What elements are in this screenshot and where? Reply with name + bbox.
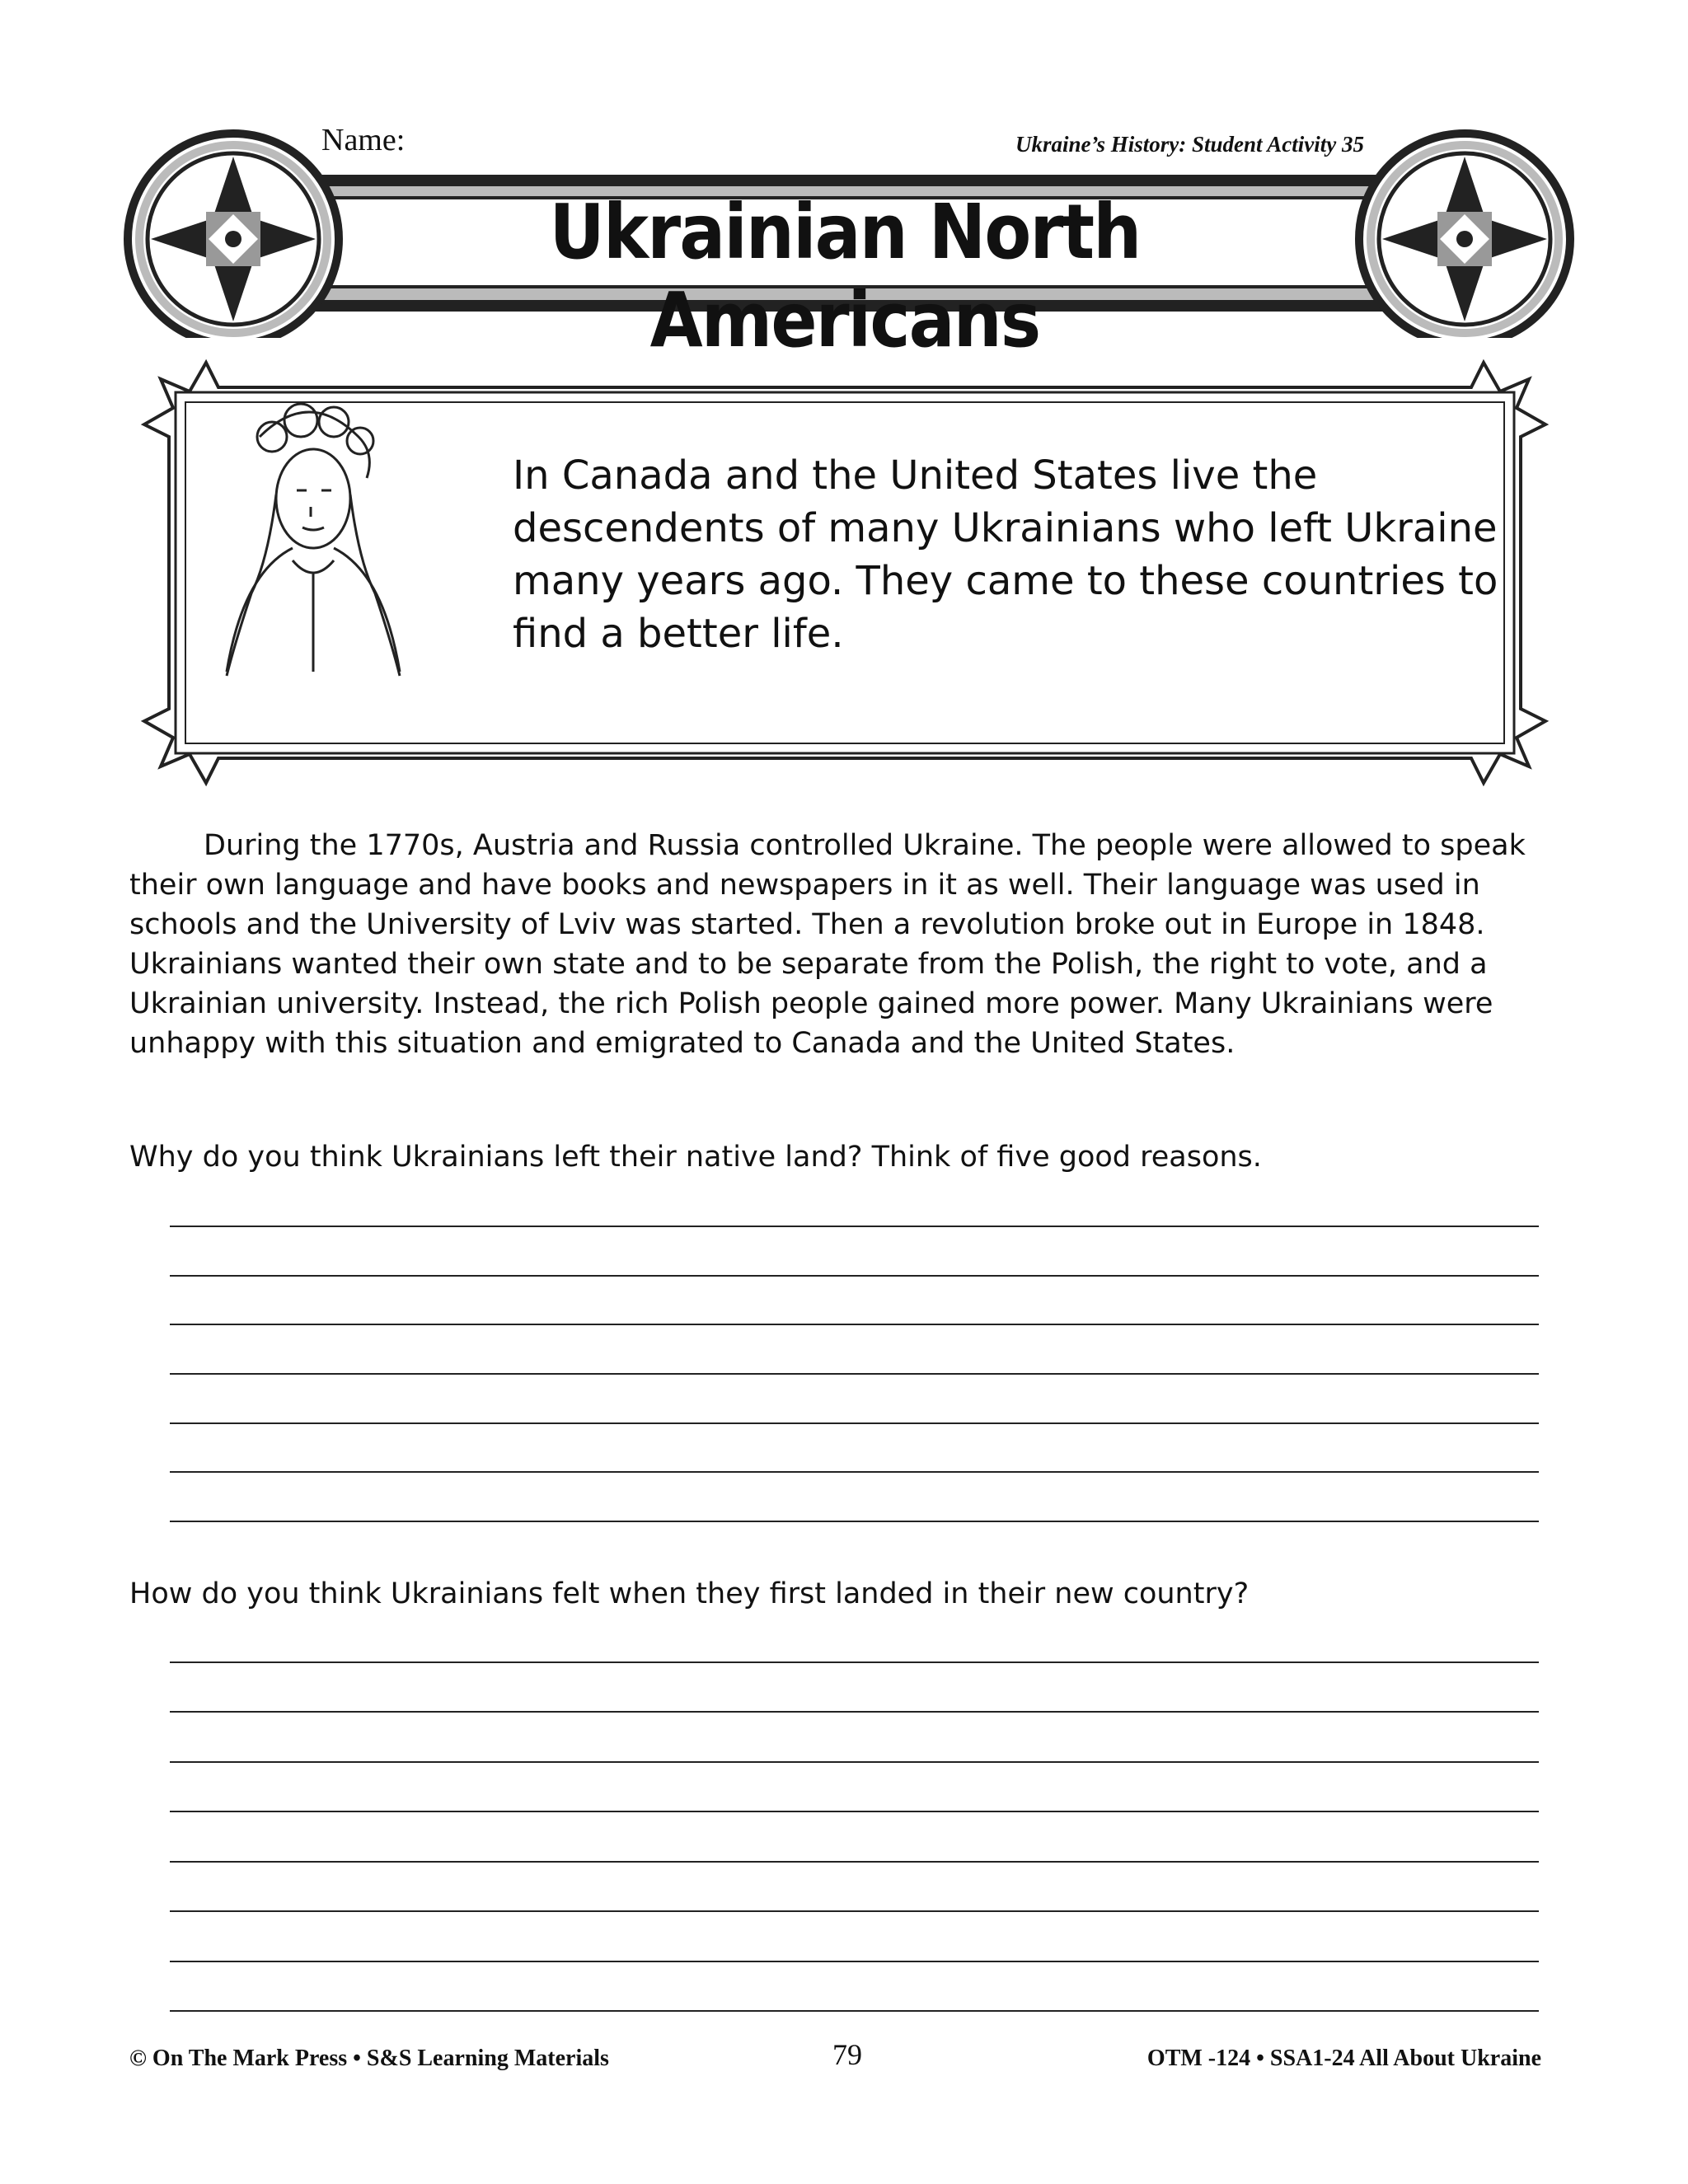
answer-line[interactable] — [170, 1521, 1539, 1522]
answer-line[interactable] — [170, 1661, 1539, 1663]
answer-line[interactable] — [170, 1961, 1539, 1962]
answer-line[interactable] — [170, 1373, 1539, 1375]
question-2: How do you think Ukrainians felt when they first landed in their new country? — [129, 1577, 1250, 1610]
answer-line[interactable] — [170, 1275, 1539, 1277]
history-paragraph — [129, 826, 1547, 1063]
page-title: Ukrainian North Americans — [549, 188, 1141, 364]
name-label: Name: — [321, 123, 406, 157]
footer-book-code: OTM -124 • SSA1-24 All About Ukraine — [1146, 2046, 1541, 2071]
answer-line[interactable] — [170, 1761, 1539, 1763]
answer-line[interactable] — [170, 1422, 1539, 1424]
series-label: Ukraine’s History: Student Activity 35 — [1015, 132, 1364, 157]
star-medallion-left-icon — [128, 134, 339, 338]
answer-line[interactable] — [170, 1910, 1539, 1912]
question-1: Why do you think Ukrainians left their native land? Think of five good reasons. — [129, 1141, 1262, 1174]
answer-line[interactable] — [170, 1324, 1539, 1325]
history-paragraph-text: During the 1770s, Austria and Russia controlled Ukraine. The people were allowed to speak their own language and have books and newspapers in it as well. Their language was used in schools and the University of Lviv was started. Then a revolution broke out in Europe in 1848. Ukrainians wanted their own state and to be separate from the Polish, the right to vote, and a Ukrainian university. Instead, the rich Polish people gained more power. Many Ukrainians were unhappy with this situation and emigrated to Canada and the United States. — [129, 829, 1526, 1060]
answer-line[interactable] — [170, 1861, 1539, 1863]
star-medallion-right-icon — [1359, 134, 1570, 338]
answer-line[interactable] — [170, 1471, 1539, 1473]
answer-line[interactable] — [170, 1226, 1539, 1227]
page-number: 79 — [832, 2038, 862, 2071]
footer-publisher: © On The Mark Press • S&S Learning Materials — [129, 2046, 609, 2071]
answer-line[interactable] — [170, 1711, 1539, 1713]
intro-text: In Canada and the United States live the descendents of many Ukrainians who left Ukraine many years ago. They came to these countries to find a better life. — [513, 452, 1498, 657]
answer-line[interactable] — [170, 1811, 1539, 1812]
answer-line[interactable] — [170, 2010, 1539, 2012]
